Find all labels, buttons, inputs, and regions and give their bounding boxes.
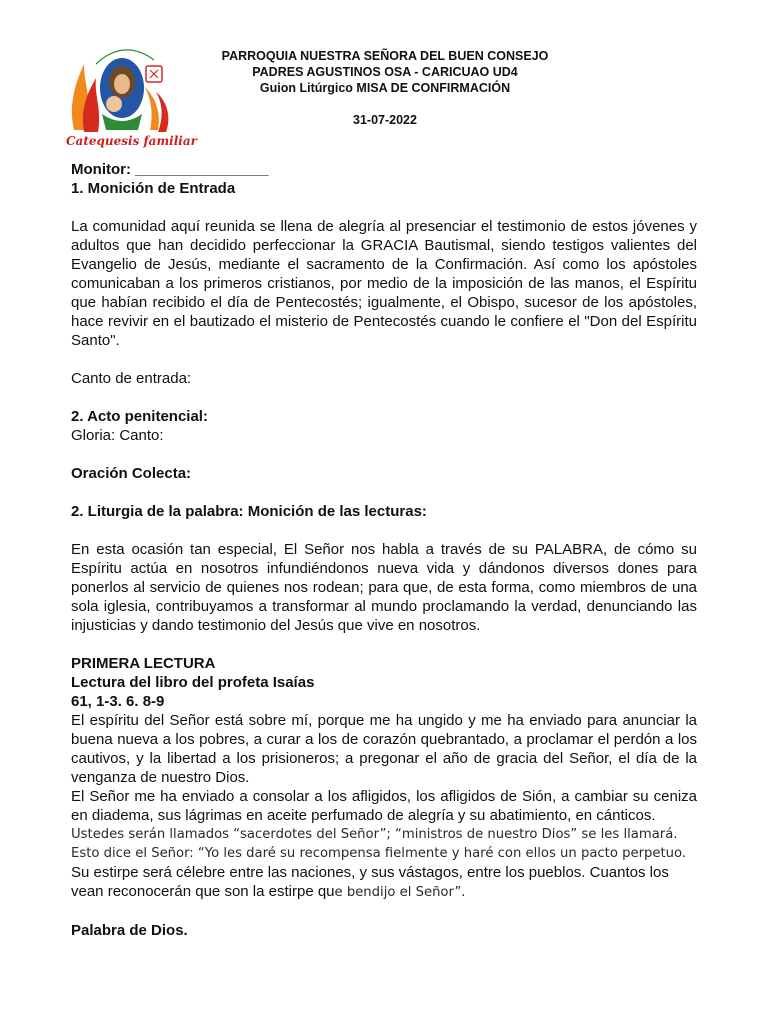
- lectura-paragraph-2: El Señor me ha enviado a consolar a los afligidos, los afligidos de Sión, a cambiar su ceniza en diadema, sus lágrimas en aceite perfumado de alegría y su abatimiento, en cánticos.: [71, 788, 697, 824]
- oracion-colecta: Oración Colecta:: [71, 465, 192, 482]
- header-guide-title: Guion Litúrgico MISA DE CONFIRMACIÓN: [259, 81, 511, 95]
- logo-caption: Catequesis familiar: [66, 134, 197, 148]
- section-entrada-title: 1. Monición de Entrada: [71, 180, 236, 197]
- entrada-paragraph: La comunidad aquí reunida se llena de alegría al presenciar el testimonio de estos jóvenes y adultos que han decidido perfeccionar la GRACIA Bautismal, siendo testigos valientes del Evangelio de Jesús, mediante el sacramento de la Confirmación. Así como los apóstoles comunicaban a los primeros cristianos, por medio de la imposición de las manos, el Espíritu que habían recibido el día de Pentecostés; igualmente, el Obispo, sucesor de los apóstoles, hace revivir en el bautizado el misterio de Pentecostés cuando le confiere el "Don del Espíritu Santo".: [71, 218, 697, 349]
- section-penitencial-title: 2. Acto penitencial:: [71, 408, 208, 425]
- liturgia-paragraph: En esta ocasión tan especial, El Señor nos habla a través de su PALABRA, de cómo su Espíritu actúa en nosotros infundiéndonos nueva vida y dándonos diversos dones para ponerlos al servicio de quienes nos rodean; para que, de esta forma, como miembros de una sola iglesia, contribuyamos a transformar al mundo proclamando la verdad, denunciando las injusticias y dando testimonio del Jesús que vive en nosotros.: [71, 541, 697, 634]
- lectura-cita: 61, 1-3. 6. 8-9: [71, 693, 165, 710]
- lectura-paragraph-5-end: e bendijo el Señor”.: [334, 885, 466, 900]
- gloria-line: Gloria: Canto:: [71, 427, 164, 444]
- section-liturgia-title: 2. Liturgia de la palabra: Monición de las lecturas:: [71, 503, 427, 520]
- parish-logo: [66, 34, 197, 150]
- canto-entrada: Canto de entrada:: [71, 370, 192, 387]
- header-parish: PARROQUIA NUESTRA SEÑORA DEL BUEN CONSEJO: [221, 49, 549, 63]
- document-body: [71, 160, 697, 940]
- primera-lectura-title: PRIMERA LECTURA: [71, 655, 216, 672]
- lectura-paragraph-4: Esto dice el Señor: “Yo les daré su recompensa fielmente y haré con ellos un pacto perpetuo.: [71, 846, 687, 861]
- monitor-line: Monitor: ________________: [71, 161, 269, 178]
- lectura-paragraph-5-start: Su estirpe será célebre entre las naciones, y sus vástagos, entre los pueblos. Cuantos los vean reconocerán que son la estirpe qu: [71, 864, 669, 900]
- lectura-paragraph-1: El espíritu del Señor está sobre mí, porque me ha ungido y me ha enviado para anunciar la buena nueva a los pobres, a curar a los de corazón quebrantado, a proclamar el perdón a los cautivos, y la libertad a los prisioneros; a pregonar el año de gracia del Señor, el día de la venganza de nuestro Dios.: [71, 712, 697, 786]
- lectura-paragraph-5: [71, 863, 697, 902]
- header-order: PADRES AGUSTINOS OSA - CARICUAO UD4: [252, 65, 518, 79]
- lectura-paragraph-3: Ustedes serán llamados “sacerdotes del Señor”; “ministros de nuestro Dios” se les llamará.: [71, 827, 678, 842]
- document-header: [185, 48, 585, 128]
- catequesis-logo-icon: [66, 34, 197, 150]
- header-date: 31-07-2022: [353, 113, 417, 127]
- lectura-libro: Lectura del libro del profeta Isaías: [71, 674, 315, 691]
- palabra-de-dios: Palabra de Dios.: [71, 922, 188, 939]
